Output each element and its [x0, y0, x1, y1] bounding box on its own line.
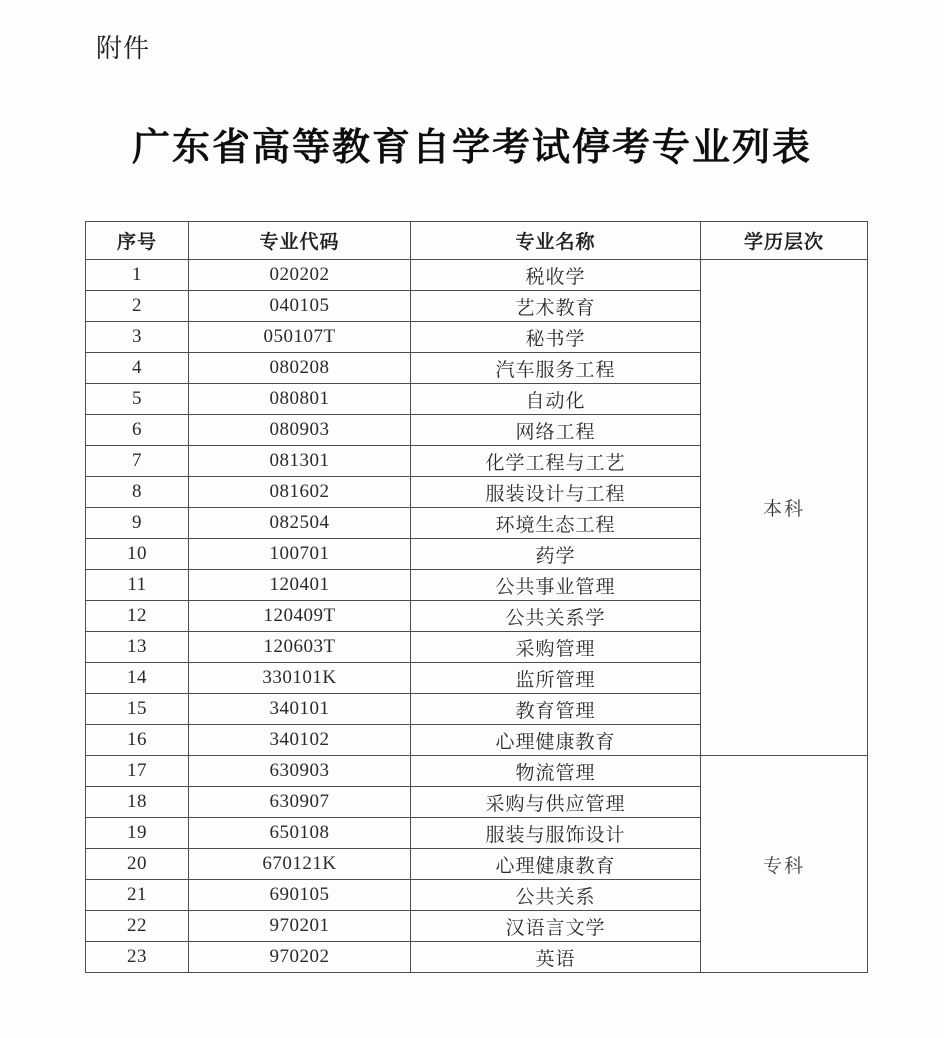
- major-name: 物流管理: [411, 756, 701, 787]
- major-name: 药学: [411, 539, 701, 570]
- major-code: 120409T: [189, 601, 411, 632]
- row-index: 19: [86, 818, 189, 849]
- major-code: 050107T: [189, 322, 411, 353]
- row-index: 6: [86, 415, 189, 446]
- education-level-cell: 专科: [701, 756, 868, 973]
- row-index: 21: [86, 880, 189, 911]
- major-name: 服装与服饰设计: [411, 818, 701, 849]
- suspended-majors-table: [85, 221, 868, 973]
- major-code: 080903: [189, 415, 411, 446]
- row-index: 11: [86, 570, 189, 601]
- row-index: 18: [86, 787, 189, 818]
- major-name: 化学工程与工艺: [411, 446, 701, 477]
- row-index: 23: [86, 942, 189, 973]
- major-code: 340102: [189, 725, 411, 756]
- major-code: 120401: [189, 570, 411, 601]
- page-title: 广东省高等教育自学考试停考专业列表: [131, 127, 812, 169]
- major-name: 秘书学: [411, 322, 701, 353]
- table-body: [86, 260, 868, 973]
- major-name: 自动化: [411, 384, 701, 415]
- row-index: 14: [86, 663, 189, 694]
- table-header-row: [86, 222, 868, 260]
- major-code: 080801: [189, 384, 411, 415]
- major-code: 330101K: [189, 663, 411, 694]
- major-code: 690105: [189, 880, 411, 911]
- major-name: 公共事业管理: [411, 570, 701, 601]
- major-name: 采购管理: [411, 632, 701, 663]
- row-index: 15: [86, 694, 189, 725]
- row-index: 1: [86, 260, 189, 291]
- row-index: 4: [86, 353, 189, 384]
- table-row: [86, 756, 868, 787]
- major-code: 970202: [189, 942, 411, 973]
- major-name: 艺术教育: [411, 291, 701, 322]
- column-header-level: 学历层次: [701, 222, 868, 260]
- major-name: 汽车服务工程: [411, 353, 701, 384]
- major-code: 081602: [189, 477, 411, 508]
- education-level-cell: 本科: [701, 260, 868, 756]
- attachment-label: 附件: [96, 33, 151, 63]
- major-code: 020202: [189, 260, 411, 291]
- column-header-code: 专业代码: [189, 222, 411, 260]
- column-header-index: 序号: [86, 222, 189, 260]
- major-name: 心理健康教育: [411, 849, 701, 880]
- major-code: 630903: [189, 756, 411, 787]
- major-code: 081301: [189, 446, 411, 477]
- major-code: 340101: [189, 694, 411, 725]
- row-index: 8: [86, 477, 189, 508]
- major-name: 服装设计与工程: [411, 477, 701, 508]
- major-name: 采购与供应管理: [411, 787, 701, 818]
- major-code: 082504: [189, 508, 411, 539]
- major-code: 670121K: [189, 849, 411, 880]
- major-name: 公共关系学: [411, 601, 701, 632]
- major-code: 100701: [189, 539, 411, 570]
- major-code: 630907: [189, 787, 411, 818]
- row-index: 10: [86, 539, 189, 570]
- major-name: 税收学: [411, 260, 701, 291]
- table-row: [86, 260, 868, 291]
- major-code: 080208: [189, 353, 411, 384]
- major-code: 650108: [189, 818, 411, 849]
- row-index: 16: [86, 725, 189, 756]
- row-index: 5: [86, 384, 189, 415]
- row-index: 22: [86, 911, 189, 942]
- row-index: 2: [86, 291, 189, 322]
- row-index: 9: [86, 508, 189, 539]
- column-header-name: 专业名称: [411, 222, 701, 260]
- row-index: 13: [86, 632, 189, 663]
- major-name: 汉语言文学: [411, 911, 701, 942]
- major-code: 120603T: [189, 632, 411, 663]
- row-index: 17: [86, 756, 189, 787]
- major-name: 英语: [411, 942, 701, 973]
- major-name: 网络工程: [411, 415, 701, 446]
- major-name: 教育管理: [411, 694, 701, 725]
- major-name: 心理健康教育: [411, 725, 701, 756]
- major-name: 环境生态工程: [411, 508, 701, 539]
- row-index: 7: [86, 446, 189, 477]
- major-code: 040105: [189, 291, 411, 322]
- row-index: 20: [86, 849, 189, 880]
- major-name: 公共关系: [411, 880, 701, 911]
- row-index: 12: [86, 601, 189, 632]
- major-code: 970201: [189, 911, 411, 942]
- major-name: 监所管理: [411, 663, 701, 694]
- row-index: 3: [86, 322, 189, 353]
